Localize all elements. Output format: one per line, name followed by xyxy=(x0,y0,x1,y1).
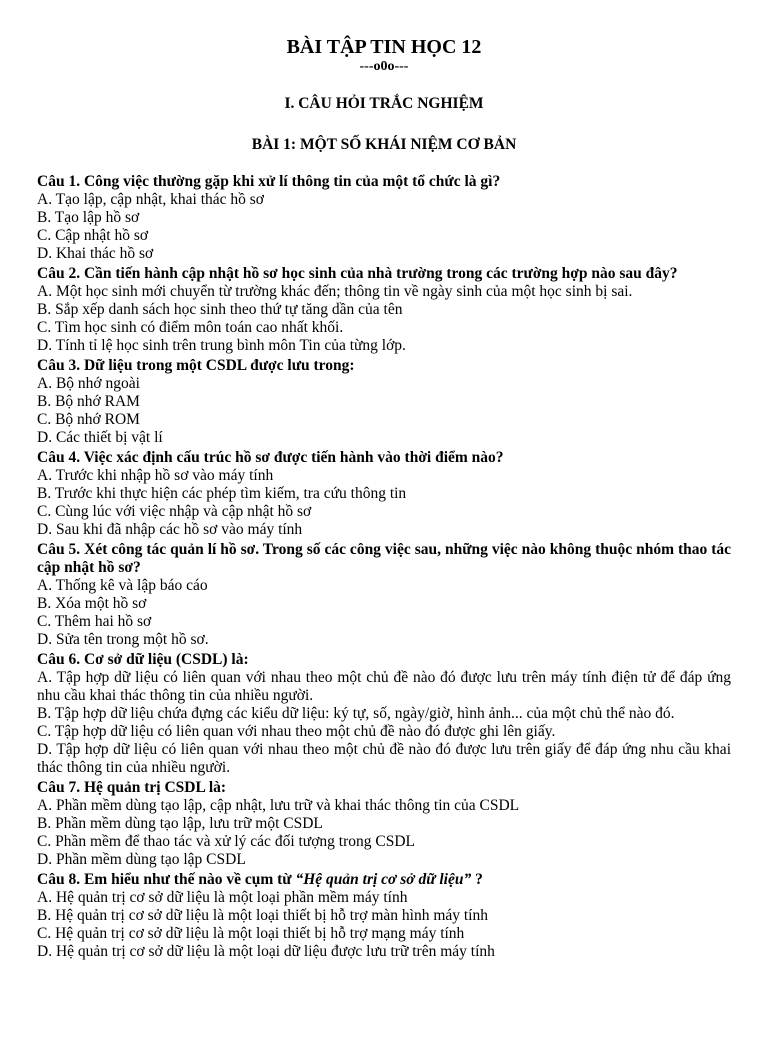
answer-option: D. Các thiết bị vật lí xyxy=(37,429,163,446)
answer-option: D. Tập hợp dữ liệu có liên quan với nhau theo một chủ đề nào đó được lưu trên giấy để đáp ứng nhu cầu khai thác thông tin của nhiều người. xyxy=(37,741,731,776)
answer-option: B. Tập hợp dữ liệu chứa đựng các kiểu dữ liệu: ký tự, số, ngày/giờ, hình ảnh... của một chủ thể nào đó. xyxy=(37,705,675,722)
answer-option: A. Thống kê và lập báo cáo xyxy=(37,577,208,594)
answer-option: B. Xóa một hồ sơ xyxy=(37,595,147,612)
question-stem xyxy=(37,541,731,577)
answer-option: B. Tạo lập hồ sơ xyxy=(37,209,140,226)
question-text: Việc xác định cấu trúc hồ sơ được tiến hành vào thời điểm nào? xyxy=(83,449,504,466)
answer-option: C. Bộ nhớ ROM xyxy=(37,411,140,428)
answer-option: A. Tập hợp dữ liệu có liên quan với nhau theo một chủ đề nào đó được lưu trên máy tính điện tử để đáp ứng nhu cầu khai thác thông tin của nhiều người. xyxy=(37,669,731,704)
answer-option: D. Sửa tên trong một hồ sơ. xyxy=(37,631,209,648)
question-5 xyxy=(37,541,731,649)
document-title: BÀI TẬP TIN HỌC 12 xyxy=(286,36,482,58)
question-6 xyxy=(37,651,731,777)
question-text-italic: “Hệ quản trị cơ sở dữ liệu” xyxy=(295,871,472,888)
answer-option: A. Một học sinh mới chuyển từ trường khác đến; thông tin về ngày sinh của một học sinh bị sai. xyxy=(37,283,633,300)
answer-option: B. Trước khi thực hiện các phép tìm kiếm, tra cứu thông tin xyxy=(37,485,407,502)
answer-option: C. Phần mềm để thao tác và xử lý các đối tượng trong CSDL xyxy=(37,833,415,850)
question-number: Câu 7. xyxy=(37,779,81,796)
question-number: Câu 1. xyxy=(37,173,81,190)
answer-option: D. Khai thác hồ sơ xyxy=(37,245,154,262)
question-text: Cần tiến hành cập nhật hồ sơ học sinh của nhà trường trong các trường hợp nào sau đây? xyxy=(83,265,678,282)
question-number: Câu 8. xyxy=(37,871,81,888)
answer-option: D. Phần mềm dùng tạo lập CSDL xyxy=(37,851,246,868)
answer-option: D. Sau khi đã nhập các hồ sơ vào máy tính xyxy=(37,521,303,538)
question-stem xyxy=(37,779,731,797)
answer-option: C. Tìm học sinh có điểm môn toán cao nhất khối. xyxy=(37,319,344,336)
question-8 xyxy=(37,871,731,961)
question-number: Câu 2. xyxy=(37,265,81,282)
answer-option: D. Hệ quản trị cơ sở dữ liệu là một loại dữ liệu được lưu trữ trên máy tính xyxy=(37,943,495,960)
title-separator: ---o0o--- xyxy=(359,59,409,74)
answer-option: C. Cùng lúc với việc nhập và cập nhật hồ sơ xyxy=(37,503,312,520)
question-2 xyxy=(37,265,731,355)
question-7 xyxy=(37,779,731,869)
question-stem xyxy=(37,651,731,669)
lesson-heading: BÀI 1: MỘT SỐ KHÁI NIỆM CƠ BẢN xyxy=(251,136,517,153)
answer-option: C. Cập nhật hồ sơ xyxy=(37,227,149,244)
question-3 xyxy=(37,357,731,447)
answer-option: C. Tập hợp dữ liệu có liên quan với nhau theo một chủ đề nào đó được ghi lên giấy. xyxy=(37,723,556,740)
document-page xyxy=(0,36,768,1060)
answer-option: A. Trước khi nhập hồ sơ vào máy tính xyxy=(37,467,274,484)
question-text: Xét công tác quản lí hồ sơ. Trong số các công việc sau, những việc nào không thuộc nhóm thao tác cập nhật hồ sơ? xyxy=(37,541,731,576)
question-text: Hệ quản trị CSDL là: xyxy=(83,779,227,796)
question-stem xyxy=(37,265,731,283)
question-stem xyxy=(37,871,731,889)
question-number: Câu 4. xyxy=(37,449,81,466)
answer-option: C. Thêm hai hồ sơ xyxy=(37,613,152,630)
question-text: Công việc thường gặp khi xử lí thông tin của một tổ chức là gì? xyxy=(83,173,501,190)
question-stem xyxy=(37,357,731,375)
answer-option: A. Phần mềm dùng tạo lập, cập nhật, lưu trữ và khai thác thông tin của CSDL xyxy=(37,797,520,814)
answer-option: B. Phần mềm dùng tạo lập, lưu trữ một CSDL xyxy=(37,815,323,832)
section-heading: I. CÂU HỎI TRẮC NGHIỆM xyxy=(284,95,484,112)
question-text: Dữ liệu trong một CSDL được lưu trong: xyxy=(83,357,355,374)
question-text: Em hiểu như thế nào về cụm từ xyxy=(83,871,296,888)
answer-option: B. Sắp xếp danh sách học sinh theo thứ tự tăng dần của tên xyxy=(37,301,403,318)
answer-option: B. Hệ quản trị cơ sở dữ liệu là một loại thiết bị hỗ trợ màn hình máy tính xyxy=(37,907,488,924)
question-stem xyxy=(37,173,731,191)
answer-option: A. Bộ nhớ ngoài xyxy=(37,375,140,392)
question-number: Câu 6. xyxy=(37,651,81,668)
question-text-end: ? xyxy=(471,871,483,888)
question-1 xyxy=(37,173,731,263)
question-text: Cơ sở dữ liệu (CSDL) là: xyxy=(83,651,249,668)
question-4 xyxy=(37,449,731,539)
answer-option: A. Hệ quản trị cơ sở dữ liệu là một loại phần mềm máy tính xyxy=(37,889,408,906)
answer-option: D. Tính tỉ lệ học sinh trên trung bình môn Tin của từng lớp. xyxy=(37,337,406,354)
answer-option: B. Bộ nhớ RAM xyxy=(37,393,140,410)
question-list xyxy=(37,173,731,961)
answer-option: C. Hệ quản trị cơ sở dữ liệu là một loại thiết bị hỗ trợ mạng máy tính xyxy=(37,925,465,942)
question-number: Câu 3. xyxy=(37,357,81,374)
answer-option: A. Tạo lập, cập nhật, khai thác hồ sơ xyxy=(37,191,264,208)
question-number: Câu 5. xyxy=(37,541,81,558)
question-stem xyxy=(37,449,731,467)
